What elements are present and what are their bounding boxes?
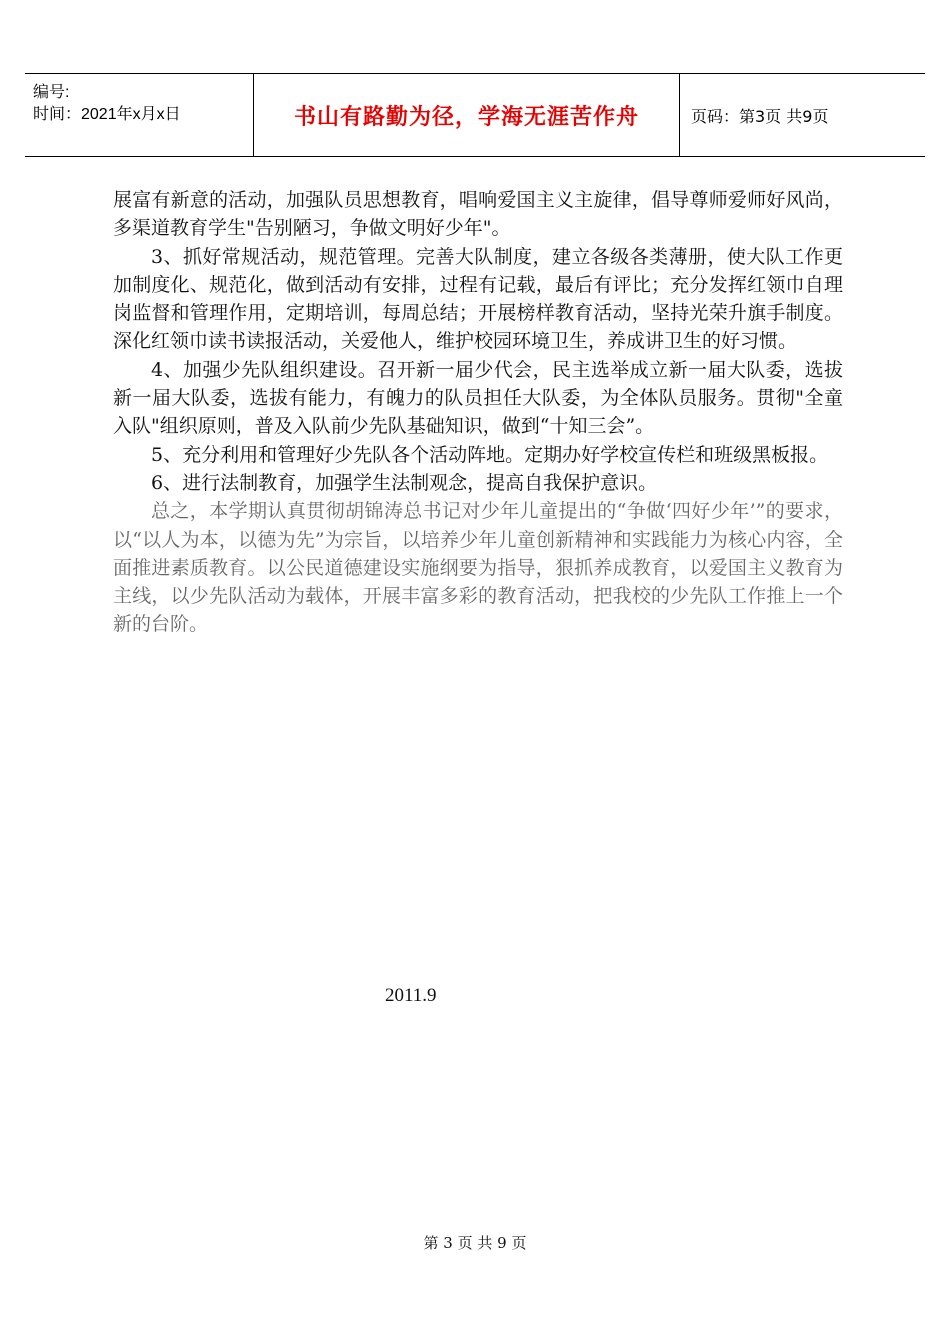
- header-motto: 书山有路勤为径，学海无涯苦作舟: [293, 104, 639, 130]
- paragraph-item-6: 6、进行法制教育，加强学生法制观念，提高自我保护意识。: [151, 471, 658, 494]
- paragraph-summary: 总之，本学期认真贯彻胡锦涛总书记对少年儿童提出的“争做‘四好少年’”的要求，以“以人为本，以德为先”为宗旨，以培养少年儿童创新精神和实践能力为核心内容，全面推进素质教育。以公民道德建设实施纲要为指导，狠抓养成教育，以爱国主义教育为主线，以少先队活动为载体，开展丰富多彩的教育活动，把我校的少先队工作推上一个新的台阶。: [113, 500, 843, 636]
- document-number-label: 编号:: [33, 84, 70, 101]
- paragraph-continuation: 展富有新意的活动，加强队员思想教育，唱响爱国主义主旋律，倡导尊师爱师好风尚，多渠道教育学生"告别陋习，争做文明好少年"。: [113, 189, 843, 240]
- paragraph-item-4: 4、加强少先队组织建设。召开新一届少代会，民主选举成立新一届大队委，选拔新一届大队委，选拔有能力，有魄力的队员担任大队委，为全体队员服务。贯彻"全童入队"组织原则，普及入队前少先队基础知识，做到“十知三会”。: [113, 358, 843, 438]
- paragraph-item-5: 5、充分利用和管理好少先队各个活动阵地。定期办好学校宣传栏和班级黑板报。: [151, 443, 829, 466]
- document-body: [113, 186, 843, 639]
- header-meta: [33, 82, 253, 126]
- document-date: 2011.9: [385, 985, 437, 1006]
- document-time-label: 时间：2021年x月x日: [33, 106, 181, 123]
- page-footer: 第 3 页 共 9 页: [423, 1234, 527, 1252]
- header-page-number: 页码：第3页 共9页: [691, 106, 829, 126]
- paragraph-item-3: 3、抓好常规活动，规范管理。完善大队制度，建立各级各类薄册，使大队工作更加制度化、规范化，做到活动有安排，过程有记载，最后有评比；充分发挥红领巾自理岗监督和管理作用，定期培训，每周总结；开展榜样教育活动，坚持光荣升旗手制度。深化红领巾读书读报活动，关爱他人，维护校园环境卫生，养成讲卫生的好习惯。: [113, 245, 843, 353]
- page-header: [25, 73, 925, 157]
- header-divider-right: [679, 74, 680, 156]
